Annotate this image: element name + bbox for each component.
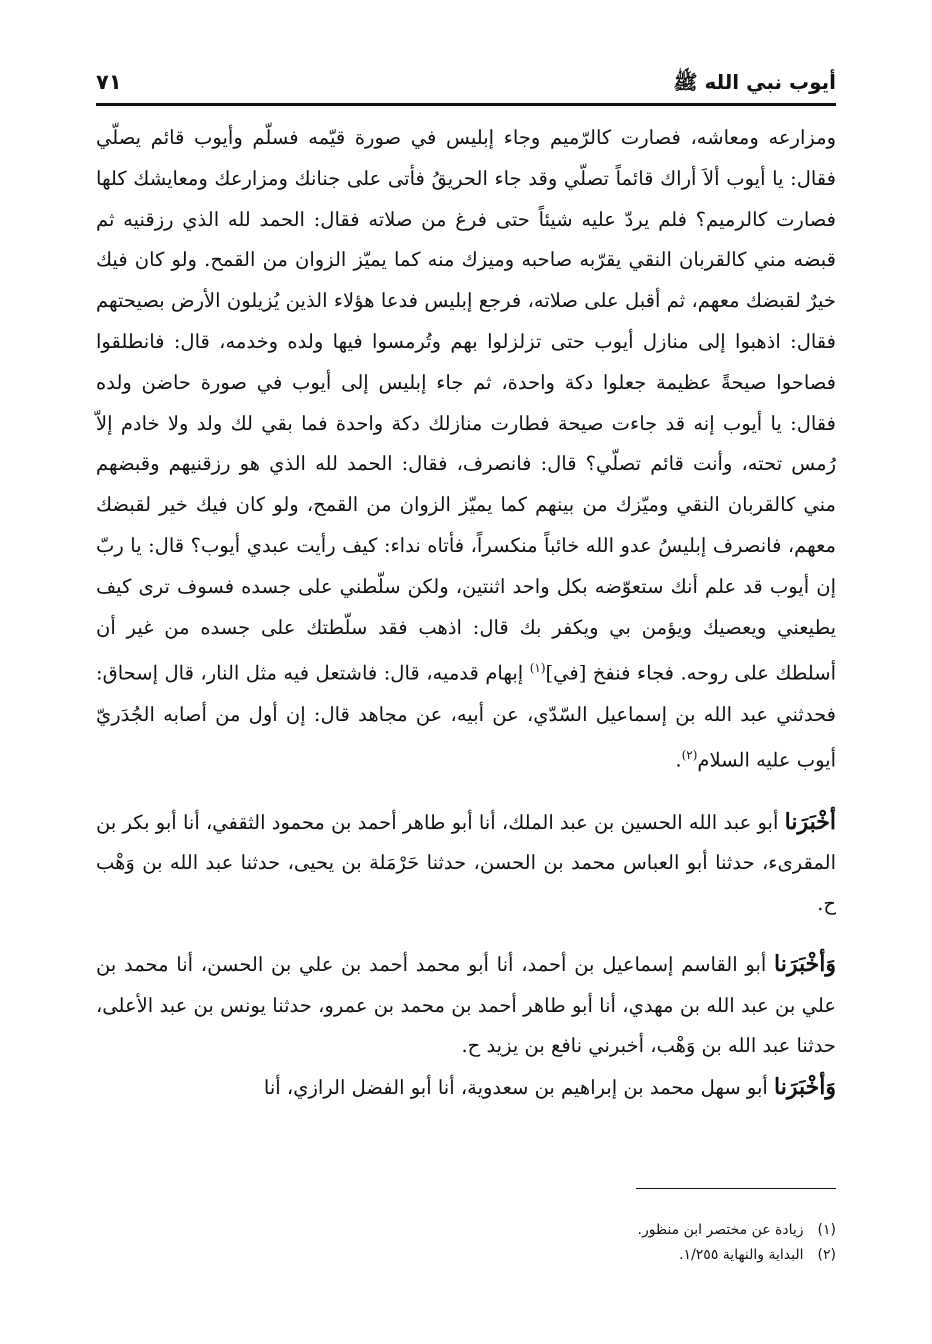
page-number: ٧١ (96, 70, 122, 94)
paragraph-4-lead: وَأخْبَرَنا (774, 1073, 836, 1100)
header-rule (96, 103, 836, 106)
paragraph-gap (96, 924, 836, 944)
paragraph-3-lead: وَأخْبَرَنا (774, 951, 836, 978)
paragraph-2-text: أبو عبد الله الحسين بن عبد الملك، أنا أبو طاهر أحمد بن محمود الثقفي، أنا أبو بكر بن المقرىء، حدثنا أبو العباس محمد بن الحسن، حدثنا حَرْمَلة بن يحيى، حدثنا عبد الله بن وَهْب ح. (96, 810, 836, 915)
paragraph-4 (96, 1067, 836, 1109)
footnotes (96, 1218, 836, 1268)
paragraph-gap (96, 782, 836, 802)
paragraph-1-text-a: ومزارعه ومعاشه، فصارت كالرّميم وجاء إبليس في صورة قيّمه فسلّم وأيوب قائم يصلّي فقال: يا أيوب ألاَ أراك قائماً تصلّي وقد جاء الحريقُ فأتى على جنانك ومزارعك ومعايشك كلها فصارت كالرميم؟ فلم يردّ عليه شيئاً حتى فرغ من صلاته فقال: الحمد لله الذي رزقنيه ثم قبضه مني كالقربان النقي يقرّبه صاحبه وميزك منه كما يميّز الزوان من القمح. ولو كان فيك خيرٌ لقبضك معهم، ثم أقبل على صلاته، فرجع إبليس فدعا هؤلاء الذين يُزيلون الأرض بصيحتهم فقال: اذهبوا إلى منازل أيوب حتى تزلزلوا بهم وتُرمسوا فيها ولده وخدمه، قال: فانطلقوا فصاحوا صيحةً عظيمة جعلوا دكة واحدة، ثم جاء إبليس إلى أيوب في صورة حاضن ولده فقال: يا أيوب إنه قد جاءت صيحة فطارت منازلك دكة واحدة فما بقي لك ولد ولا خادم إلاّ رُمس تحته، وأنت قائم تصلّي؟ قال: فانصرف، فقال: الحمد لله الذي هو رزقنيهم وقبضهم مني كالقربان النقي وميّزك من بينهم كما يميّز الزوان من القمح، ولو كان فيك خير لقبضك معهم، فانصرف إبليسُ عدو الله خائباً منكسراً، فأتاه نداء: كيف رأيت عبدي أيوب؟ قال: يا ربّ إن أيوب قد علم أنك ستعوّضه بكل واحد اثنتين، ولكن سلّطني على جسده فسوف ترى كيف يطيعني ويعصيك ويؤمن بي ويكفر بك قال: اذهب فقد سلّطتك على جسده من غير أن أسلطك على روحه. فجاء فنفخ [في] (96, 126, 836, 685)
footnote-1 (96, 1218, 836, 1243)
paragraph-2-lead: أخْبَرَنا (784, 808, 836, 835)
footnote-number: (١) (817, 1222, 836, 1238)
footnote-ref-2: (٢) (681, 748, 698, 763)
paragraph-1-end: . (675, 748, 682, 772)
paragraph-1 (96, 118, 836, 782)
footnote-text: البداية والنهاية ١/٢٥٥. (679, 1247, 804, 1263)
page-header (96, 70, 836, 102)
paragraph-3 (96, 944, 836, 1067)
footnote-rule (636, 1188, 836, 1189)
body-text (96, 118, 836, 1108)
paragraph-2 (96, 802, 836, 925)
running-title: أيوب نبي الله ﷺ (673, 70, 836, 94)
footnote-text: زيادة عن مختصر ابن منظور. (637, 1222, 804, 1238)
footnote-ref-1: (١) (529, 661, 546, 676)
paragraph-1-text-b: إبهام قدميه، قال: فاشتعل فيه مثل النار، قال إسحاق: فحدثني عبد الله بن إسماعيل السّدّي، عن أبيه، عن مجاهد قال: إن أول من أصابه الجُدَريّ أيوب عليه السلام (96, 661, 836, 772)
footnote-number: (٢) (817, 1247, 836, 1263)
paragraph-4-text: أبو سهل محمد بن إبراهيم بن سعدوية، أنا أبو الفضل الرازي، أنا (263, 1075, 775, 1099)
footnote-2 (96, 1243, 836, 1268)
paragraph-3-text: أبو القاسم إسماعيل بن أحمد، أنا أبو محمد أحمد بن علي بن الحسن، أنا محمد بن علي بن عبد الله بن مهدي، أنا أبو طاهر أحمد بن محمد بن عمرو، حدثنا يونس بن عبد الأعلى، حدثنا عبد الله بن وَهْب، أخبرني نافع بن يزيد ح. (96, 953, 836, 1058)
